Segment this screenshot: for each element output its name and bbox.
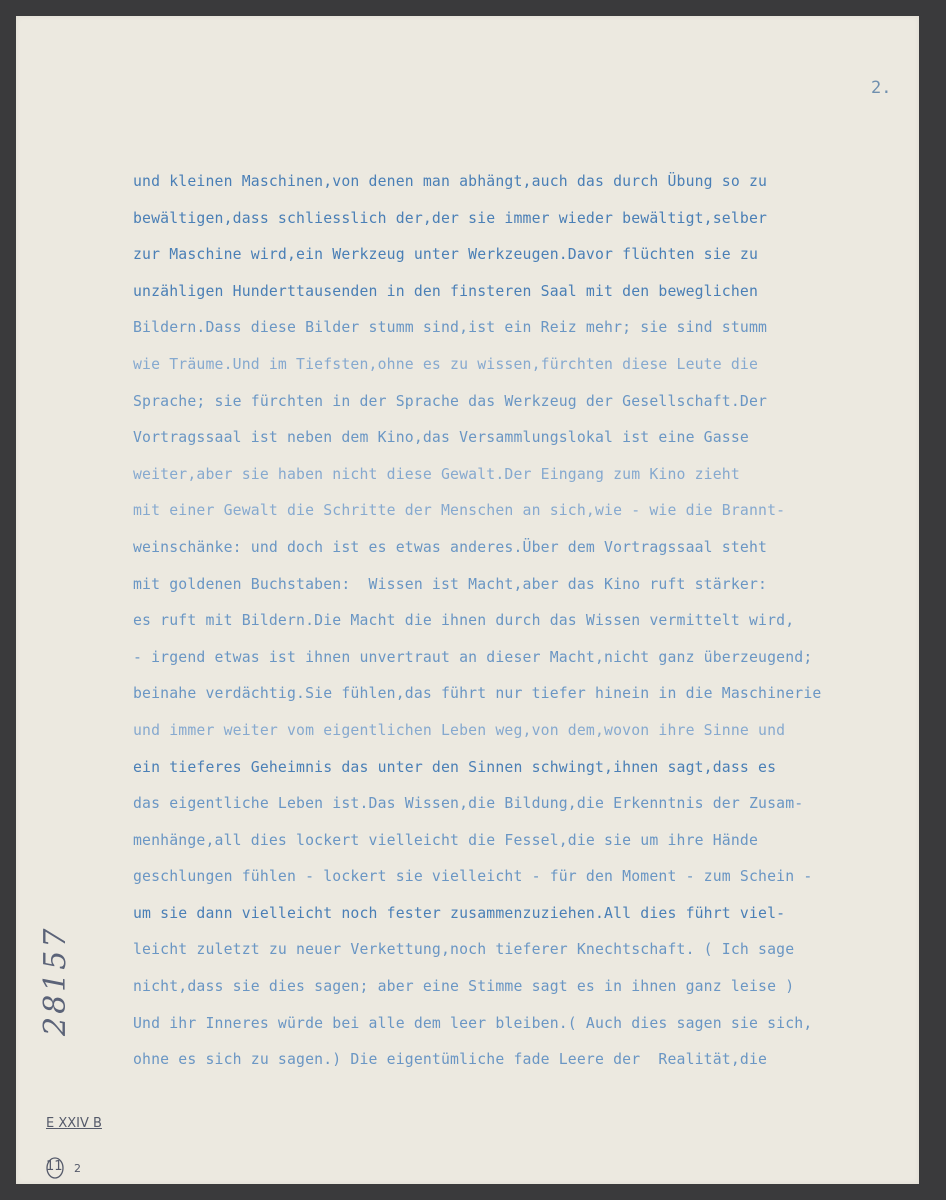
text-line: weinschänke: und doch ist es etwas anderes.Über dem Vortragssaal steht xyxy=(133,538,768,556)
text-line: nicht,dass sie dies sagen; aber eine Stimme sagt es in ihnen ganz leise ) xyxy=(133,978,795,996)
text-line: bewältigen,dass schliesslich der,der sie immer wieder bewältigt,selber xyxy=(133,209,768,227)
text-line: mit goldenen Buchstaben: Wissen ist Macht,aber das Kino ruft stärker: xyxy=(133,575,768,593)
document-page xyxy=(16,16,919,1184)
text-line: und immer weiter vom eigentlichen Leben weg,von dem,wovon ihre Sinne und xyxy=(133,721,786,739)
text-line: das eigentliche Leben ist.Das Wissen,die Bildung,die Erkenntnis der Zusam- xyxy=(133,795,804,813)
folio-number: 11 xyxy=(46,1159,63,1174)
shelf-mark-handwritten: E XXIV B xyxy=(46,1116,102,1131)
page-number: 2. xyxy=(871,78,892,98)
text-line: unzähligen Hunderttausenden in den finsteren Saal mit den beweglichen xyxy=(133,282,759,300)
text-line: leicht zuletzt zu neuer Verkettung,noch tieferer Knechtschaft. ( Ich sage xyxy=(133,941,795,959)
text-line: menhänge,all dies lockert vielleicht die Fessel,die sie um ihre Hände xyxy=(133,831,759,849)
text-line: es ruft mit Bildern.Die Macht die ihnen durch das Wissen vermittelt wird, xyxy=(133,612,795,630)
text-line: und kleinen Maschinen,von denen man abhängt,auch das durch Übung so zu xyxy=(133,173,768,190)
text-line: beinahe verdächtig.Sie fühlen,das führt nur tiefer hinein in die Maschinerie xyxy=(133,685,822,703)
text-line: Und ihr Inneres würde bei alle dem leer bleiben.( Auch dies sagen sie sich, xyxy=(133,1014,813,1032)
text-line: zur Maschine wird,ein Werkzeug unter Werkzeugen.Davor flüchten sie zu xyxy=(133,246,759,264)
typed-text-body xyxy=(133,164,913,1079)
text-line: geschlungen fühlen - lockert sie vielleicht - für den Moment - zum Schein - xyxy=(133,868,813,886)
text-line: mit einer Gewalt die Schritte der Menschen an sich,wie - wie die Brannt- xyxy=(133,502,786,520)
text-line: wie Träume.Und im Tiefsten,ohne es zu wissen,fürchten diese Leute die xyxy=(133,355,759,373)
text-line: Bildern.Dass diese Bilder stumm sind,ist ein Reiz mehr; sie sind stumm xyxy=(133,319,768,337)
text-line: Vortragssaal ist neben dem Kino,das Versammlungslokal ist eine Gasse xyxy=(133,429,749,447)
text-line: ein tieferes Geheimnis das unter den Sinnen schwingt,ihnen sagt,dass es xyxy=(133,758,777,776)
text-line: Sprache; sie fürchten in der Sprache das Werkzeug der Gesellschaft.Der xyxy=(133,392,768,410)
text-line: ohne es sich zu sagen.) Die eigentümliche fade Leere der Realität,die xyxy=(133,1051,768,1069)
text-line: um sie dann vielleicht noch fester zusammenzuziehen.All dies führt viel- xyxy=(133,904,786,922)
archive-number-handwritten: 28157 xyxy=(38,925,73,1036)
text-line: - irgend etwas ist ihnen unvertraut an dieser Macht,nicht ganz überzeugend; xyxy=(133,648,813,666)
folio-subnumber: 2 xyxy=(74,1162,81,1175)
text-line: weiter,aber sie haben nicht diese Gewalt.Der Eingang zum Kino zieht xyxy=(133,465,740,483)
folio-mark xyxy=(46,1156,81,1184)
